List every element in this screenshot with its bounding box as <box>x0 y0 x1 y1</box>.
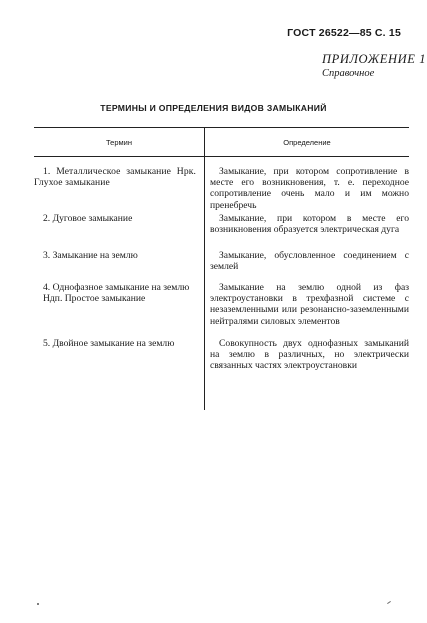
table-header-rule <box>34 156 409 157</box>
appendix-subtitle: Справочное <box>322 68 375 79</box>
section-title: ТЕРМИНЫ И ОПРЕДЕЛЕНИЯ ВИДОВ ЗАМЫКАНИЙ <box>100 103 327 113</box>
term-cell-3: 3. Замыкание на землю <box>43 250 138 261</box>
term-cell-5: 5. Двойное замыкание на землю <box>43 338 175 349</box>
scan-speck <box>37 603 39 605</box>
term-cell-4 <box>34 282 196 304</box>
table-top-rule <box>34 127 409 128</box>
page-header-standard-ref: ГОСТ 26522—85 С. 15 <box>287 27 401 39</box>
column-header-definition: Определение <box>283 138 331 147</box>
term-cell-2: 2. Дуговое замыкание <box>43 213 133 224</box>
term-cell-4-note: Ндп. Простое замыкание <box>43 293 146 305</box>
column-header-term: Термин <box>106 138 132 147</box>
term-cell-1: 1. Металлическое замыкание Нрк. Глухое замыкание <box>34 166 196 189</box>
definition-cell-4: Замыкание на землю одной из фаз электроустановки в трехфазной системе с незаземленными или резонансно-заземленными нейтралями силовых элементов <box>210 282 409 327</box>
scan-mark <box>387 601 391 604</box>
table-column-divider <box>204 127 205 410</box>
terms-table <box>34 127 409 410</box>
term-cell-4-main: 4. Однофазное замыкание на землю <box>43 282 190 293</box>
definition-cell-3: Замыкание, обусловленное соединением с землей <box>210 250 409 273</box>
definition-cell-5: Совокупность двух однофазных замыканий на землю в различных, но электрически связанных частях электроустановки <box>210 338 409 372</box>
appendix-title: ПРИЛОЖЕНИЕ 1 <box>322 52 427 66</box>
definition-cell-2: Замыкание, при котором в месте его возникновения образуется электрическая дуга <box>210 213 409 236</box>
definition-cell-1: Замыкание, при котором сопротивление в месте его возникновения, т. е. переходное сопротивление очень мало и им можно пренебречь <box>210 166 409 211</box>
